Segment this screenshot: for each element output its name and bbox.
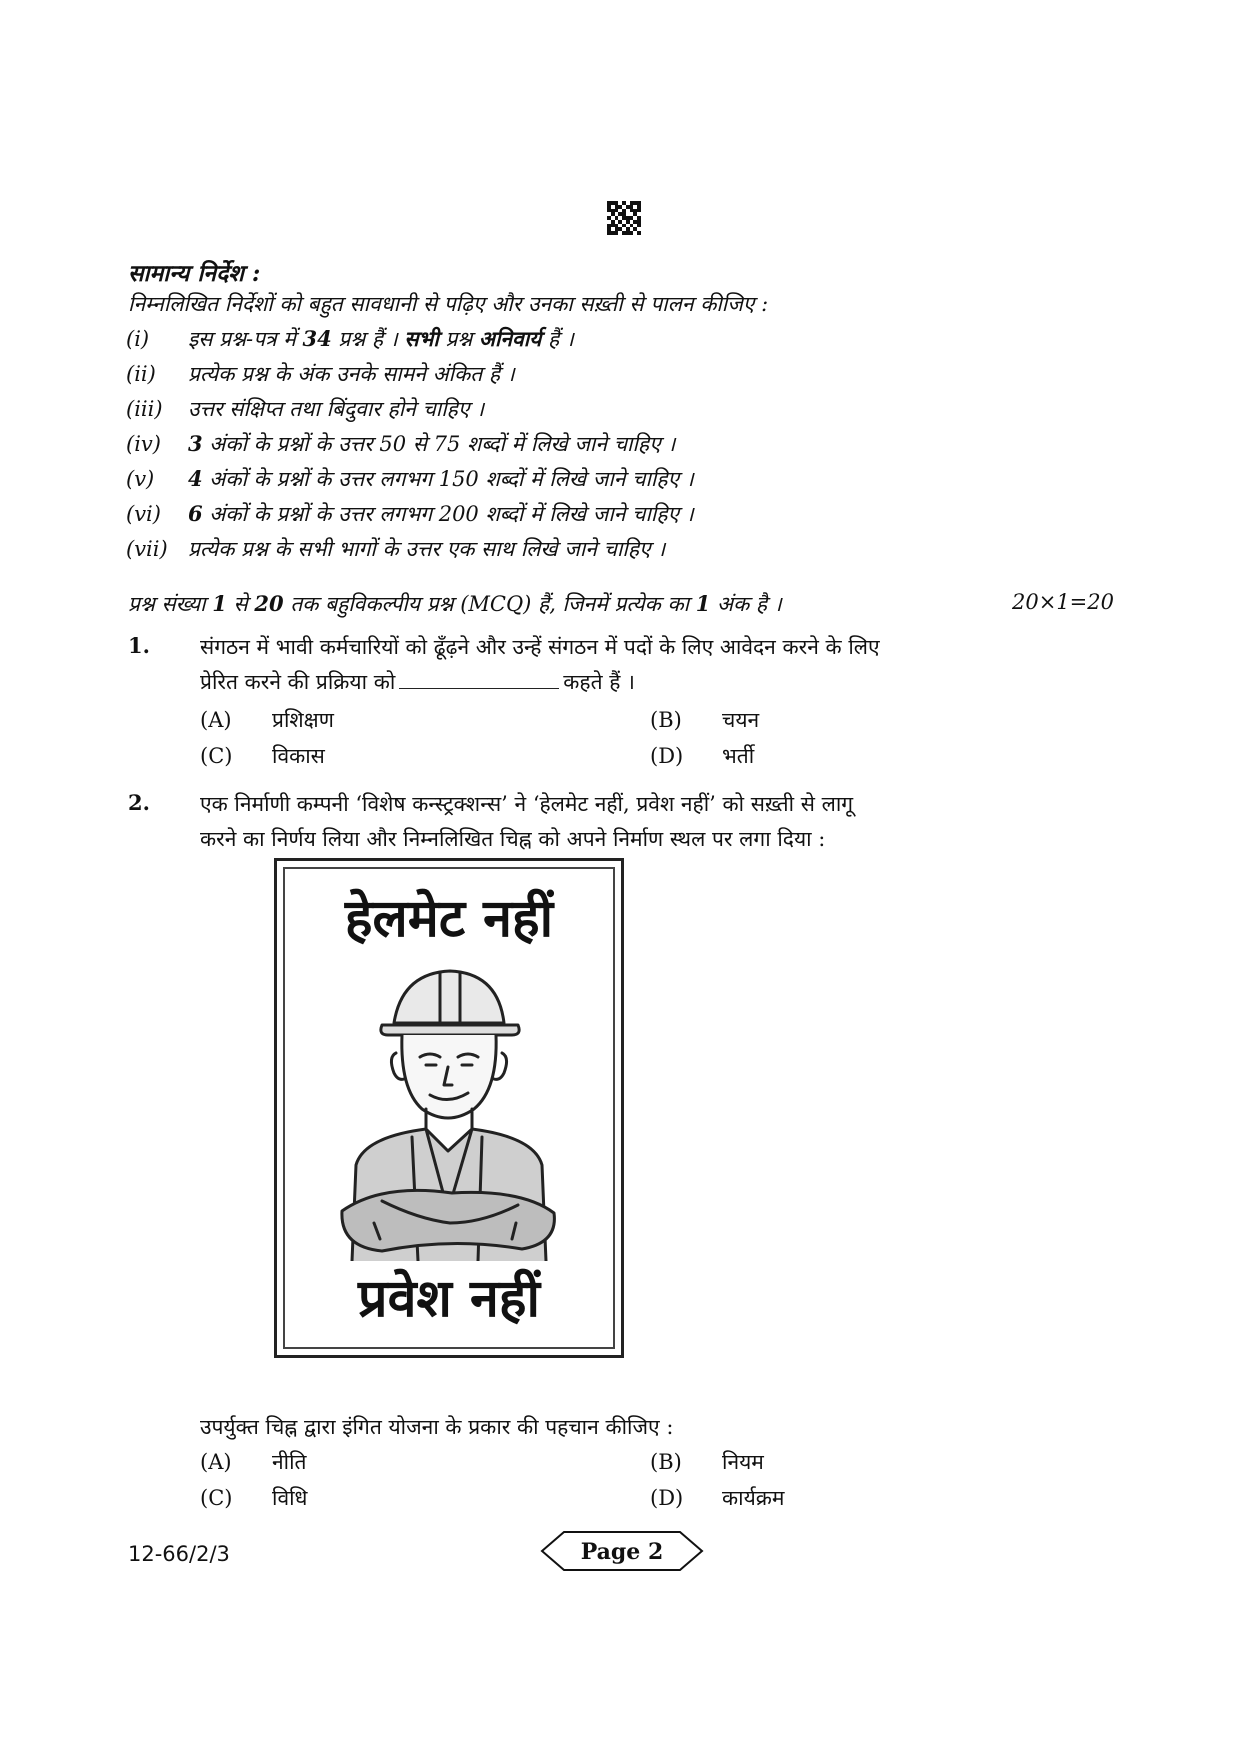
question-prompt: उपर्युक्त चिह्न द्वारा इंगित योजना के प्रकार की पहचान कीजिए : [200, 1415, 674, 1439]
sign-top-text: हेलमेट नहीं [344, 889, 554, 949]
page-number: Page 2 [580, 1539, 664, 1565]
question-number: 1. [128, 633, 150, 658]
instructions-heading: सामान्य निर्देश : [128, 260, 261, 287]
instruction-number: (v) [126, 467, 155, 491]
instruction-number: (ii) [126, 362, 156, 386]
helmet-sign-image [274, 858, 624, 1358]
instruction-item: (vi) 6 अंकों के प्रश्नों के उत्तर लगभग 200 शब्दों में लिखे जाने चाहिए । [126, 501, 694, 526]
instructions-intro: निम्नलिखित निर्देशों को बहुत सावधानी से पढ़िए और उनका सख़्ती से पालन कीजिए : [128, 292, 769, 316]
instruction-item: (i) इस प्रश्न-पत्र में 34 प्रश्न हैं । सभी प्रश्न अनिवार्य हैं । [126, 326, 574, 351]
option-c: (C) विकास [200, 744, 325, 768]
mcq-section-note: प्रश्न संख्या 1 से 20 तक बहुविकल्पीय प्रश्न (MCQ) हैं, जिनमें प्रत्येक का 1 अंक है । [128, 591, 782, 616]
paper-code: 12-66/2/3 [128, 1542, 230, 1566]
question-number: 2. [128, 790, 150, 815]
construction-worker-icon [322, 961, 572, 1261]
instruction-item: (v) 4 अंकों के प्रश्नों के उत्तर लगभग 150 शब्दों में लिखे जाने चाहिए । [126, 466, 694, 491]
instruction-item: (vii) प्रत्येक प्रश्न के सभी भागों के उत्तर एक साथ लिखे जाने चाहिए । [126, 537, 666, 561]
instruction-number: (iii) [126, 397, 163, 421]
option-c: (C) विधि [200, 1486, 308, 1510]
option-b: (B) नियम [650, 1450, 764, 1474]
instruction-number: (iv) [126, 432, 161, 456]
instruction-item: (iv) 3 अंकों के प्रश्नों के उत्तर 50 से 75 शब्दों में लिखे जाने चाहिए । [126, 431, 676, 456]
question-text: एक निर्माणी कम्पनी ‘विशेष कन्स्ट्रक्शन्स’ ने ‘हेलमेट नहीं, प्रवेश नहीं’ को सख़्ती से लागू [200, 792, 854, 816]
question-text: प्रेरित करने की प्रक्रिया को कहते हैं । [200, 670, 636, 694]
question-text: करने का निर्णय लिया और निम्नलिखित चिह्न को अपने निर्माण स्थल पर लगा दिया : [200, 827, 826, 851]
instruction-number: (vii) [126, 537, 168, 561]
option-d: (D) कार्यक्रम [650, 1486, 785, 1510]
question-text: संगठन में भावी कर्मचारियों को ढूँढ़ने और उन्हें संगठन में पदों के लिए आवेदन करने के लिए [200, 635, 880, 659]
option-a: (A) नीति [200, 1450, 307, 1474]
option-a: (A) प्रशिक्षण [200, 708, 334, 732]
option-b: (B) चयन [650, 708, 760, 732]
instruction-number: (i) [126, 327, 150, 351]
option-d: (D) भर्ती [650, 744, 755, 768]
section-marks: 20×1=20 [1012, 590, 1114, 614]
instruction-item: (ii) प्रत्येक प्रश्न के अंक उनके सामने अंकित हैं । [126, 362, 515, 386]
sign-bottom-text: प्रवेश नहीं [358, 1269, 540, 1329]
page-number-tag [540, 1530, 704, 1572]
instruction-item: (iii) उत्तर संक्षिप्त तथा बिंदुवार होने चाहिए । [126, 397, 485, 421]
qr-code [607, 201, 641, 235]
fill-in-blank [399, 670, 559, 689]
instruction-number: (vi) [126, 502, 161, 526]
